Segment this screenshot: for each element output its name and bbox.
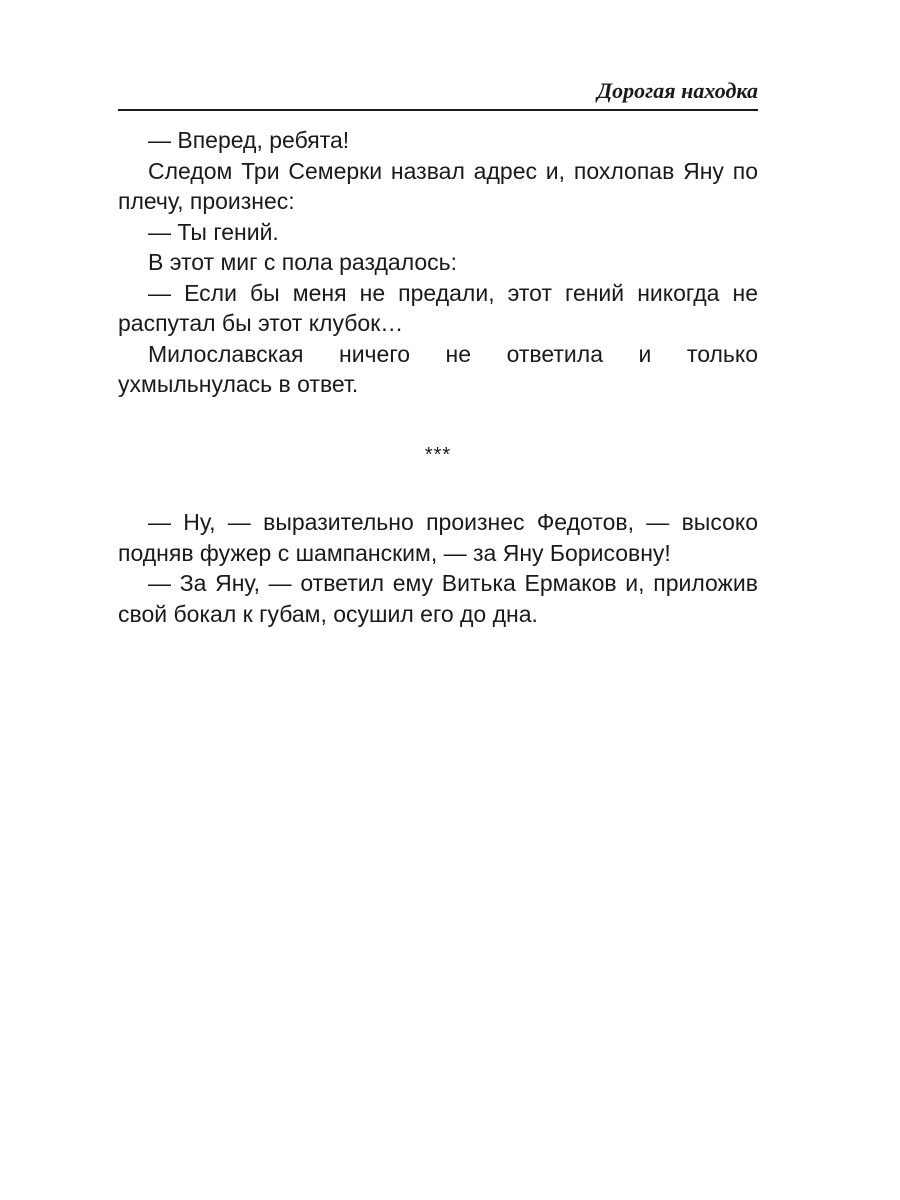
paragraph: — Ну, — выразительно произнес Федотов, — высоко подняв фужер с шампанским, — за Яну Борисовну! [118,509,758,566]
paragraph: Милославская ничего не ответила и только ухмыльнулась в ответ. [118,340,758,397]
running-header-title: Дорогая находка [597,78,758,103]
section-separator: *** [424,443,452,466]
paragraph: В этот миг с пола раздалось: [148,249,458,275]
paragraph: — Если бы меня не предали, этот гений никогда не распутал бы этот клубок… [118,279,758,336]
paragraph: Следом Три Семерки назвал адрес и, похлопав Яну по плечу, произнес: [118,157,758,214]
paragraph: — За Яну, — ответил ему Витька Ермаков и, приложив свой бокал к губам, осушил его до дна. [118,570,758,627]
page-body [118,125,758,629]
header-rule [118,109,758,111]
paragraph: — Вперед, ребята! [148,127,350,153]
paragraph: — Ты гений. [148,218,279,245]
